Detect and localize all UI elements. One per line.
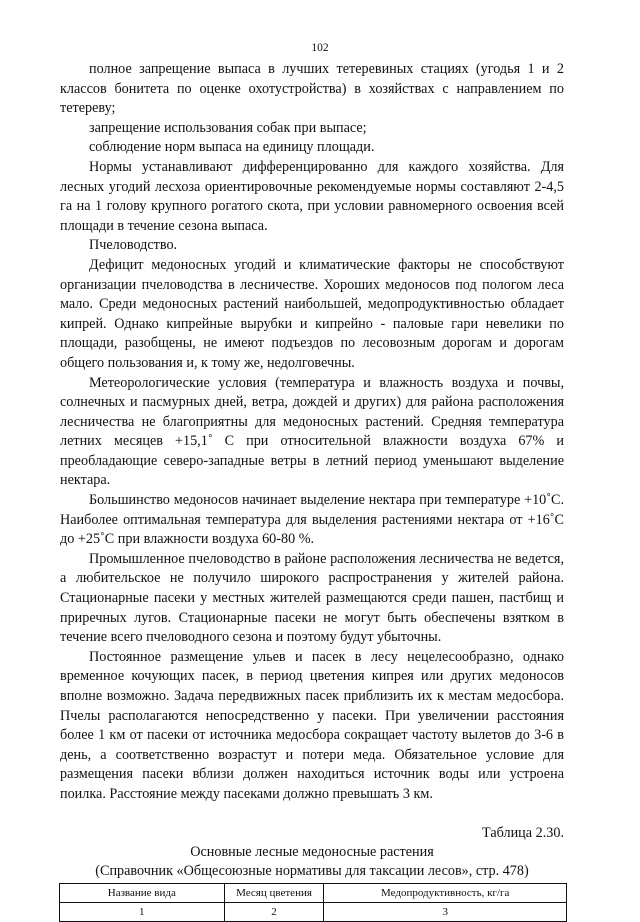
paragraph-apiary-placement: Постоянное размещение ульев и пасек в лесу нецелесообразно, однако временное кочующих пасек, в период цветения кипрея или других медоносов вполне возможно. Задача передвижных пасек приблизить их к местам медосбора. Пчелы располагаются непосредственно у пасеки. При увеличении расстояния более 1 км от пасеки от источника медосбора сокращает частоту вылетов до 3-6 в день, а соответственно возрастут и потери меда. Обязательное условие для размещения пасеки вблизи должен находиться источник воды или устроена поилка. Расстояние между пасеками должно превышать 3 км. — [60, 648, 564, 802]
table-caption: Таблица 2.30. — [482, 824, 564, 841]
table-title: Основные лесные медоносные растения — [190, 844, 434, 861]
page-content — [60, 60, 564, 922]
column-number-1: 1 — [60, 903, 225, 922]
column-number-2: 2 — [224, 903, 324, 922]
paragraph-nectar-temperature: Большинство медоносов начинает выделение нектара при температуре +10˚С. Наиболее оптимальная температура для выделения растениями нектара от +16˚С до +25˚С при влажности воздуха 60-80 %. — [60, 492, 564, 548]
section-heading-beekeeping: Пчеловодство. — [89, 237, 178, 254]
page-number: 102 — [311, 42, 329, 54]
paragraph-grazing-ban: полное запрещение выпаса в лучших тетеревиных стациях (угодья 1 и 2 классов бонитета по оценке охотустройства) в хозяйствах с направлением по тетереву; — [60, 61, 564, 117]
column-header-species: Название вида — [60, 884, 225, 903]
paragraph-weather: Метеорологические условия (температура и влажность воздуха и почвы, солнечных и пасмурных дней, ветра, дождей и других) для района расположения лесничества не благоприятны для медоносных растений. Средняя температура летних месяцев +15,1˚ С при относительной влажности воздуха 67% и преобладающие северо-западные ветры в летний период уменьшают выделение нектара. — [60, 374, 564, 489]
paragraph-grazing-norms: соблюдение норм выпаса на единицу площади. — [89, 139, 375, 156]
column-number-3: 3 — [324, 903, 567, 922]
paragraph-industrial-beekeeping: Промышленное пчеловодство в районе расположения лесничества не ведется, а любительское не получило широкого распространения у жителей района. Стационарные пасеки у местных жителей размещаются среди пашен, пастбищ и приречных лугов. Стационарные пасеки не могут быть обеспечены взятком в течение всего пчеловодного сезона и поэтому будут убыточны. — [60, 550, 564, 646]
table-header-row — [60, 884, 567, 903]
table-subtitle: (Справочник «Общесоюзные нормативы для таксации лесов», стр. 478) — [95, 863, 529, 880]
paragraph-dogs-ban: запрещение использования собак при выпасе; — [89, 119, 367, 136]
honey-plants-table — [59, 883, 567, 922]
column-header-flowering-month: Месяц цветения — [224, 884, 324, 903]
paragraph-honey-deficit: Дефицит медоносных угодий и климатические факторы не способствуют организации пчеловодства в лесничестве. Хороших медоносов под пологом леса мало. Среди медоносных растений наибольшей, медопродуктивностью обладает кипрей. Однако кипрейные вырубки и кипрейно - паловые гари невелики по площади, разобщены, не имеют подъездов по лесовозным дорогам и дорогам общего пользования и, к тому же, недолговечны. — [60, 256, 564, 371]
column-header-honey-productivity: Медопродуктивность, кг/га — [324, 884, 567, 903]
paragraph-norms-detail: Нормы устанавливают дифференцированно для каждого хозяйства. Для лесных угодий лесхоза ориентировочные рекомендуемые нормы составляют 2-4,5 га на 1 голову крупного рогатого скота, при условии равномерного освоения всей площади в течение сезона выпаса. — [60, 158, 564, 234]
table-row — [60, 903, 567, 922]
